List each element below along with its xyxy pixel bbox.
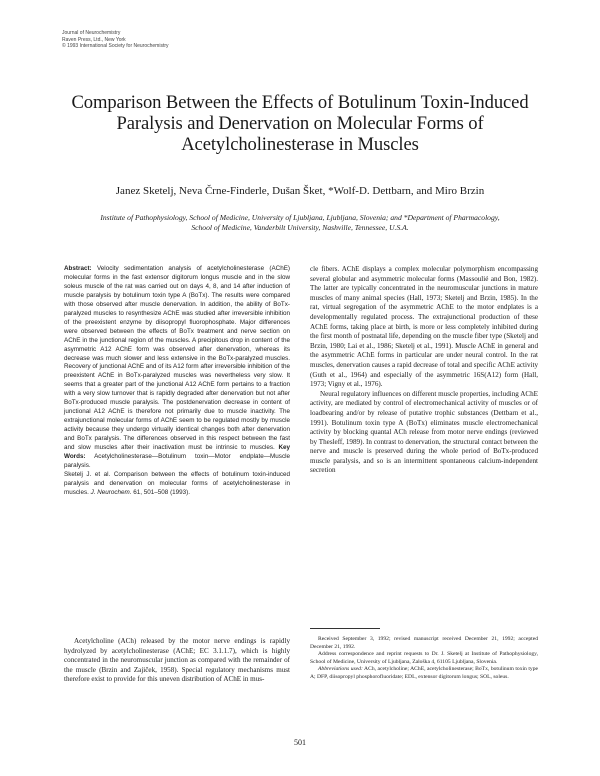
key-words-label: Key Words: xyxy=(64,444,290,461)
journal-info-line: Journal of Neurochemistry xyxy=(62,30,121,36)
citation-volume-pages: 61, 501–508 (1993). xyxy=(133,488,191,496)
author-list: Janez Sketelj, Neva Črne-Finderle, Dušan Šket, *Wolf-D. Dettbarn, and Miro Brzin xyxy=(115,185,485,197)
page-number: 501 xyxy=(294,738,306,747)
affiliation: Institute of Pathophysiology, School of Medicine, University of Ljubljana, Ljubljana, Slovenia; and *Department of Pharmacology, School of Medicine, Vanderbilt University, Nashville, Tennessee, U.S.A. xyxy=(100,213,500,232)
abstract-text: Velocity sedimentation analysis of acetylcholinesterase (AChE) molecular forms in the fast extensor digitorum longus muscle and in the slow soleus muscle of the rat was carried out on days 4, 8, and 14 after induction of muscle paralysis by botulinum toxin type A (BoTx). The results were compared with those observed after muscle denervation. In addition, the ability of BoTx-paralyzed muscles to resynthesize AChE was studied after irreversible inhibition of the preexistent enzyme by diisopropyl fluorophosphate. Major differences were observed between the effects of BoTx treatment and nerve section on AChE in the junctional region of the muscles. A precipitous drop in content of the asymmetric A12 AChE form was observed after denervation, whereas its decrease was much slower and less extensive in the BoTx-paralyzed muscles. Recovery of junctional AChE and of its A12 form after irreversible inhibition of the preexistent AChE in BoTx-paralyzed muscles was nevertheless very slow. It seems that a greater part of the junctional A12 AChE form pertains to a fraction with a very slow turnover that is rapidly degraded after denervation but not after BoTx-produced muscle paralysis. The postdenervation decrease in content of junctional A12 AChE is therefore not primarily due to muscle inactivity. The extrajunctional molecular forms of AChE seem to be regulated mostly by muscle activity because they undergo virtually identical changes both after denervation and BoTx paralysis. The differences observed in this respect between the fast and slow muscles after their inactivation must be intrinsic to muscles. xyxy=(64,265,290,452)
key-words: Acetylcholinesterase—Botulinum toxin—Motor endplate—Muscle paralysis. xyxy=(64,453,290,469)
abbreviations-text: ACh, acetylcholine; AChE, acetylcholinesterase; BoTx, botulinum toxin type A; DFP, diisopropyl phosphorofluoridate; EDL, extensor digitorum longus; SOL, soleus. xyxy=(310,666,538,680)
intro-column-right xyxy=(310,265,538,476)
abbreviations-label: Abbreviations used: xyxy=(318,666,363,672)
journal-info-line: Raven Press, Ltd., New York xyxy=(62,36,126,43)
journal-info xyxy=(62,30,222,50)
correspondence-address: Address correspondence and reprint requests to Dr. J. Sketelj at Institute of Pathophysiology, School of Medicine, University of Ljubljana, Zaloška 4, 61105 Ljubljana, Slovenia. xyxy=(310,651,538,665)
footnotes xyxy=(310,636,538,681)
citation-journal: J. Neurochem. xyxy=(90,488,132,496)
intro-paragraph-left: Acetylcholine (ACh) released by the motor nerve endings is rapidly hydrolyzed by acetylcholinesterase (AChE; EC 3.1.1.7), which is highly concentrated in the neuromuscular junction as compared with the remainder of the muscle (Brzin and Zajiček, 1958). Special regulatory mechanisms must therefore exist to provide for this uneven distribution of AChE in mus- xyxy=(64,637,290,684)
footnote-rule xyxy=(310,628,380,629)
received-dates: Received September 3, 1992; revised manuscript received December 21, 1992; accepted December 21, 1992. xyxy=(310,636,538,650)
citation-authors: Sketelj J. et al. Comparison between the effects of botulinum toxin-induced paralysis and denervation on molecular forms of acetylcholinesterase in muscles. xyxy=(64,470,290,496)
journal-info-line: © 1993 International Society for Neurochemistry xyxy=(62,43,169,50)
intro-paragraph: cle fibers. AChE displays a complex molecular polymorphism encompassing several globular and asymmetric molecular forms (Massoulié and Bon, 1982). The latter are typically concentrated in the neuromuscular junctions in mature muscles of many animal species (Hall, 1973; Sketelj and Brzin, 1985). In the rat, virtual segregation of the asymmetric AChE to the motor endplates is a developmentally regulated process. The extrajunctional production of these AChE forms, taking place at birth, is more or less completely inhibited during the first month of postnatal life, depending on the muscle fiber type (Sketelj and Brzin, 1980; Lai et al., 1986; Sketelj et al., 1991). Muscle AChE in general and the asymmetric AChE forms in particular are under neural control. In the rat muscles, denervation causes a rapid decrease of total and specific AChE activity (Guth et al., 1964) and especially of the asymmetric 16S(A12) form (Hall, 1973; Vigny et al., 1976). xyxy=(310,265,538,389)
article-title: Comparison Between the Effects of Botulinum Toxin-Induced Paralysis and Denervation on Molecular Forms of Acetylcholinesterase in Muscles xyxy=(71,92,529,155)
abstract-citation xyxy=(64,471,290,498)
abstract xyxy=(64,265,290,498)
intro-paragraph: Neural regulatory influences on different muscle properties, including AChE activity, are mediated by control of electromechanical activity of muscles or of loadbearing and/or by release of putative trophic substances (Dettbarn et al., 1991). Botulinum toxin type A (BoTx) eliminates muscle electromechanical activity by blocking quantal ACh release from motor nerve endings (reviewed by Thesleff, 1989). In contrast to denervation, the structural contact between the nerve and muscle is preserved during the whole period of BoTx-produced muscle paralysis, and so is an intermittent spontaneous calcium-independent secretion xyxy=(310,389,538,475)
abbreviations xyxy=(310,666,538,681)
abstract-label: Abstract: xyxy=(64,265,92,272)
